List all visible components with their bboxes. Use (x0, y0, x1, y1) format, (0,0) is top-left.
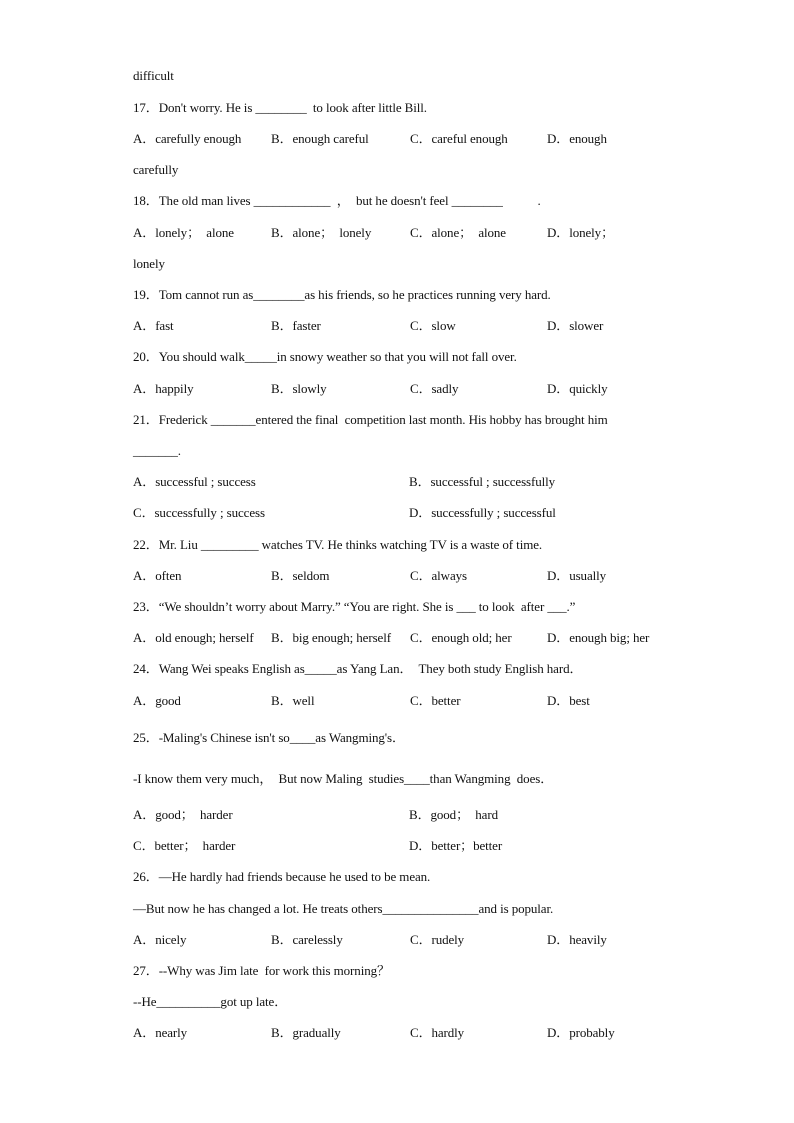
option-d: D．heavily (547, 932, 607, 947)
option-c: C．alone； alone (410, 225, 506, 240)
option-a: A．good； harder (133, 807, 233, 822)
option-c: C．better； harder (133, 838, 236, 853)
option-c: C．better (410, 693, 461, 708)
option-a: A．nearly (133, 1025, 188, 1040)
question-17: 17．Don't worry. He is ________ to look after little Bill. (133, 100, 427, 115)
option-d: D．probably (547, 1025, 615, 1040)
option-d: D．better；better (409, 838, 503, 853)
question-20: 20．You should walk_____in snowy weather so that you will not fall over. (133, 349, 517, 364)
question-27-continued: --He__________got up late． (133, 994, 288, 1009)
option-d-continued: carefully (133, 162, 179, 177)
option-b: B．faster (271, 318, 321, 333)
text-line: difficult (133, 68, 174, 83)
option-d: D．successfully ; successful (409, 505, 556, 520)
question-21-continued: _______. (133, 443, 181, 458)
question-21: 21．Frederick _______entered the final competition last month. His hobby has brought him (133, 412, 608, 427)
option-a: A．good (133, 693, 181, 708)
question-19: 19．Tom cannot run as________as his friends, so he practices running very hard. (133, 287, 551, 302)
option-b: B．gradually (271, 1025, 341, 1040)
question-24: 24．Wang Wei speaks English as_____as Yang Lan． They both study English hard． (133, 661, 583, 676)
option-c: C．hardly (410, 1025, 465, 1040)
question-18: 18．The old man lives ____________ ， but he doesn't feel ________ . (133, 193, 541, 208)
option-d: D．enough big; her (547, 630, 650, 645)
option-b: B．big enough; herself (271, 630, 391, 645)
question-25-continued: -I know them very much， But now Maling studies____than Wangming does． (133, 771, 554, 786)
question-26-continued: —But now he has changed a lot. He treats others_______________and is popular. (133, 901, 554, 916)
option-b: B．well (271, 693, 315, 708)
option-d: D．enough (547, 131, 607, 146)
option-a: A．happily (133, 381, 194, 396)
option-c: C．enough old; her (410, 630, 512, 645)
option-b: B．carelessly (271, 932, 343, 947)
option-b: B．successful ; successfully (409, 474, 556, 489)
option-c: C．careful enough (410, 131, 508, 146)
option-c: C．successfully ; success (133, 505, 265, 520)
question-26: 26．—He hardly had friends because he used to be mean. (133, 869, 431, 884)
option-d: D．quickly (547, 381, 608, 396)
option-c: C．always (410, 568, 467, 583)
option-b: B．seldom (271, 568, 330, 583)
option-b: B．good； hard (409, 807, 498, 822)
question-27: 27．--Why was Jim late for work this morning？ (133, 963, 390, 978)
option-d: D．slower (547, 318, 604, 333)
option-d-continued: lonely (133, 256, 165, 271)
option-b: B．alone； lonely (271, 225, 372, 240)
option-c: C．slow (410, 318, 456, 333)
option-d: D．usually (547, 568, 607, 583)
option-d: D．lonely； (547, 225, 614, 240)
option-c: C．sadly (410, 381, 459, 396)
option-a: A．carefully enough (133, 131, 242, 146)
option-a: A．old enough; herself (133, 630, 254, 645)
option-d: D．best (547, 693, 590, 708)
option-a: A．often (133, 568, 182, 583)
question-23: 23．“We shouldn’t worry about Marry.” “You are right. She is ___ to look after ___.” (133, 599, 576, 614)
option-c: C．rudely (410, 932, 465, 947)
option-a: A．lonely； alone (133, 225, 234, 240)
option-b: B．enough careful (271, 131, 369, 146)
option-a: A．nicely (133, 932, 187, 947)
question-22: 22．Mr. Liu _________ watches TV. He thinks watching TV is a waste of time. (133, 537, 543, 552)
option-a: A．successful ; success (133, 474, 256, 489)
option-a: A．fast (133, 318, 174, 333)
question-25: 25．-Maling's Chinese isn't so____as Wangming's． (133, 730, 405, 745)
option-b: B．slowly (271, 381, 327, 396)
